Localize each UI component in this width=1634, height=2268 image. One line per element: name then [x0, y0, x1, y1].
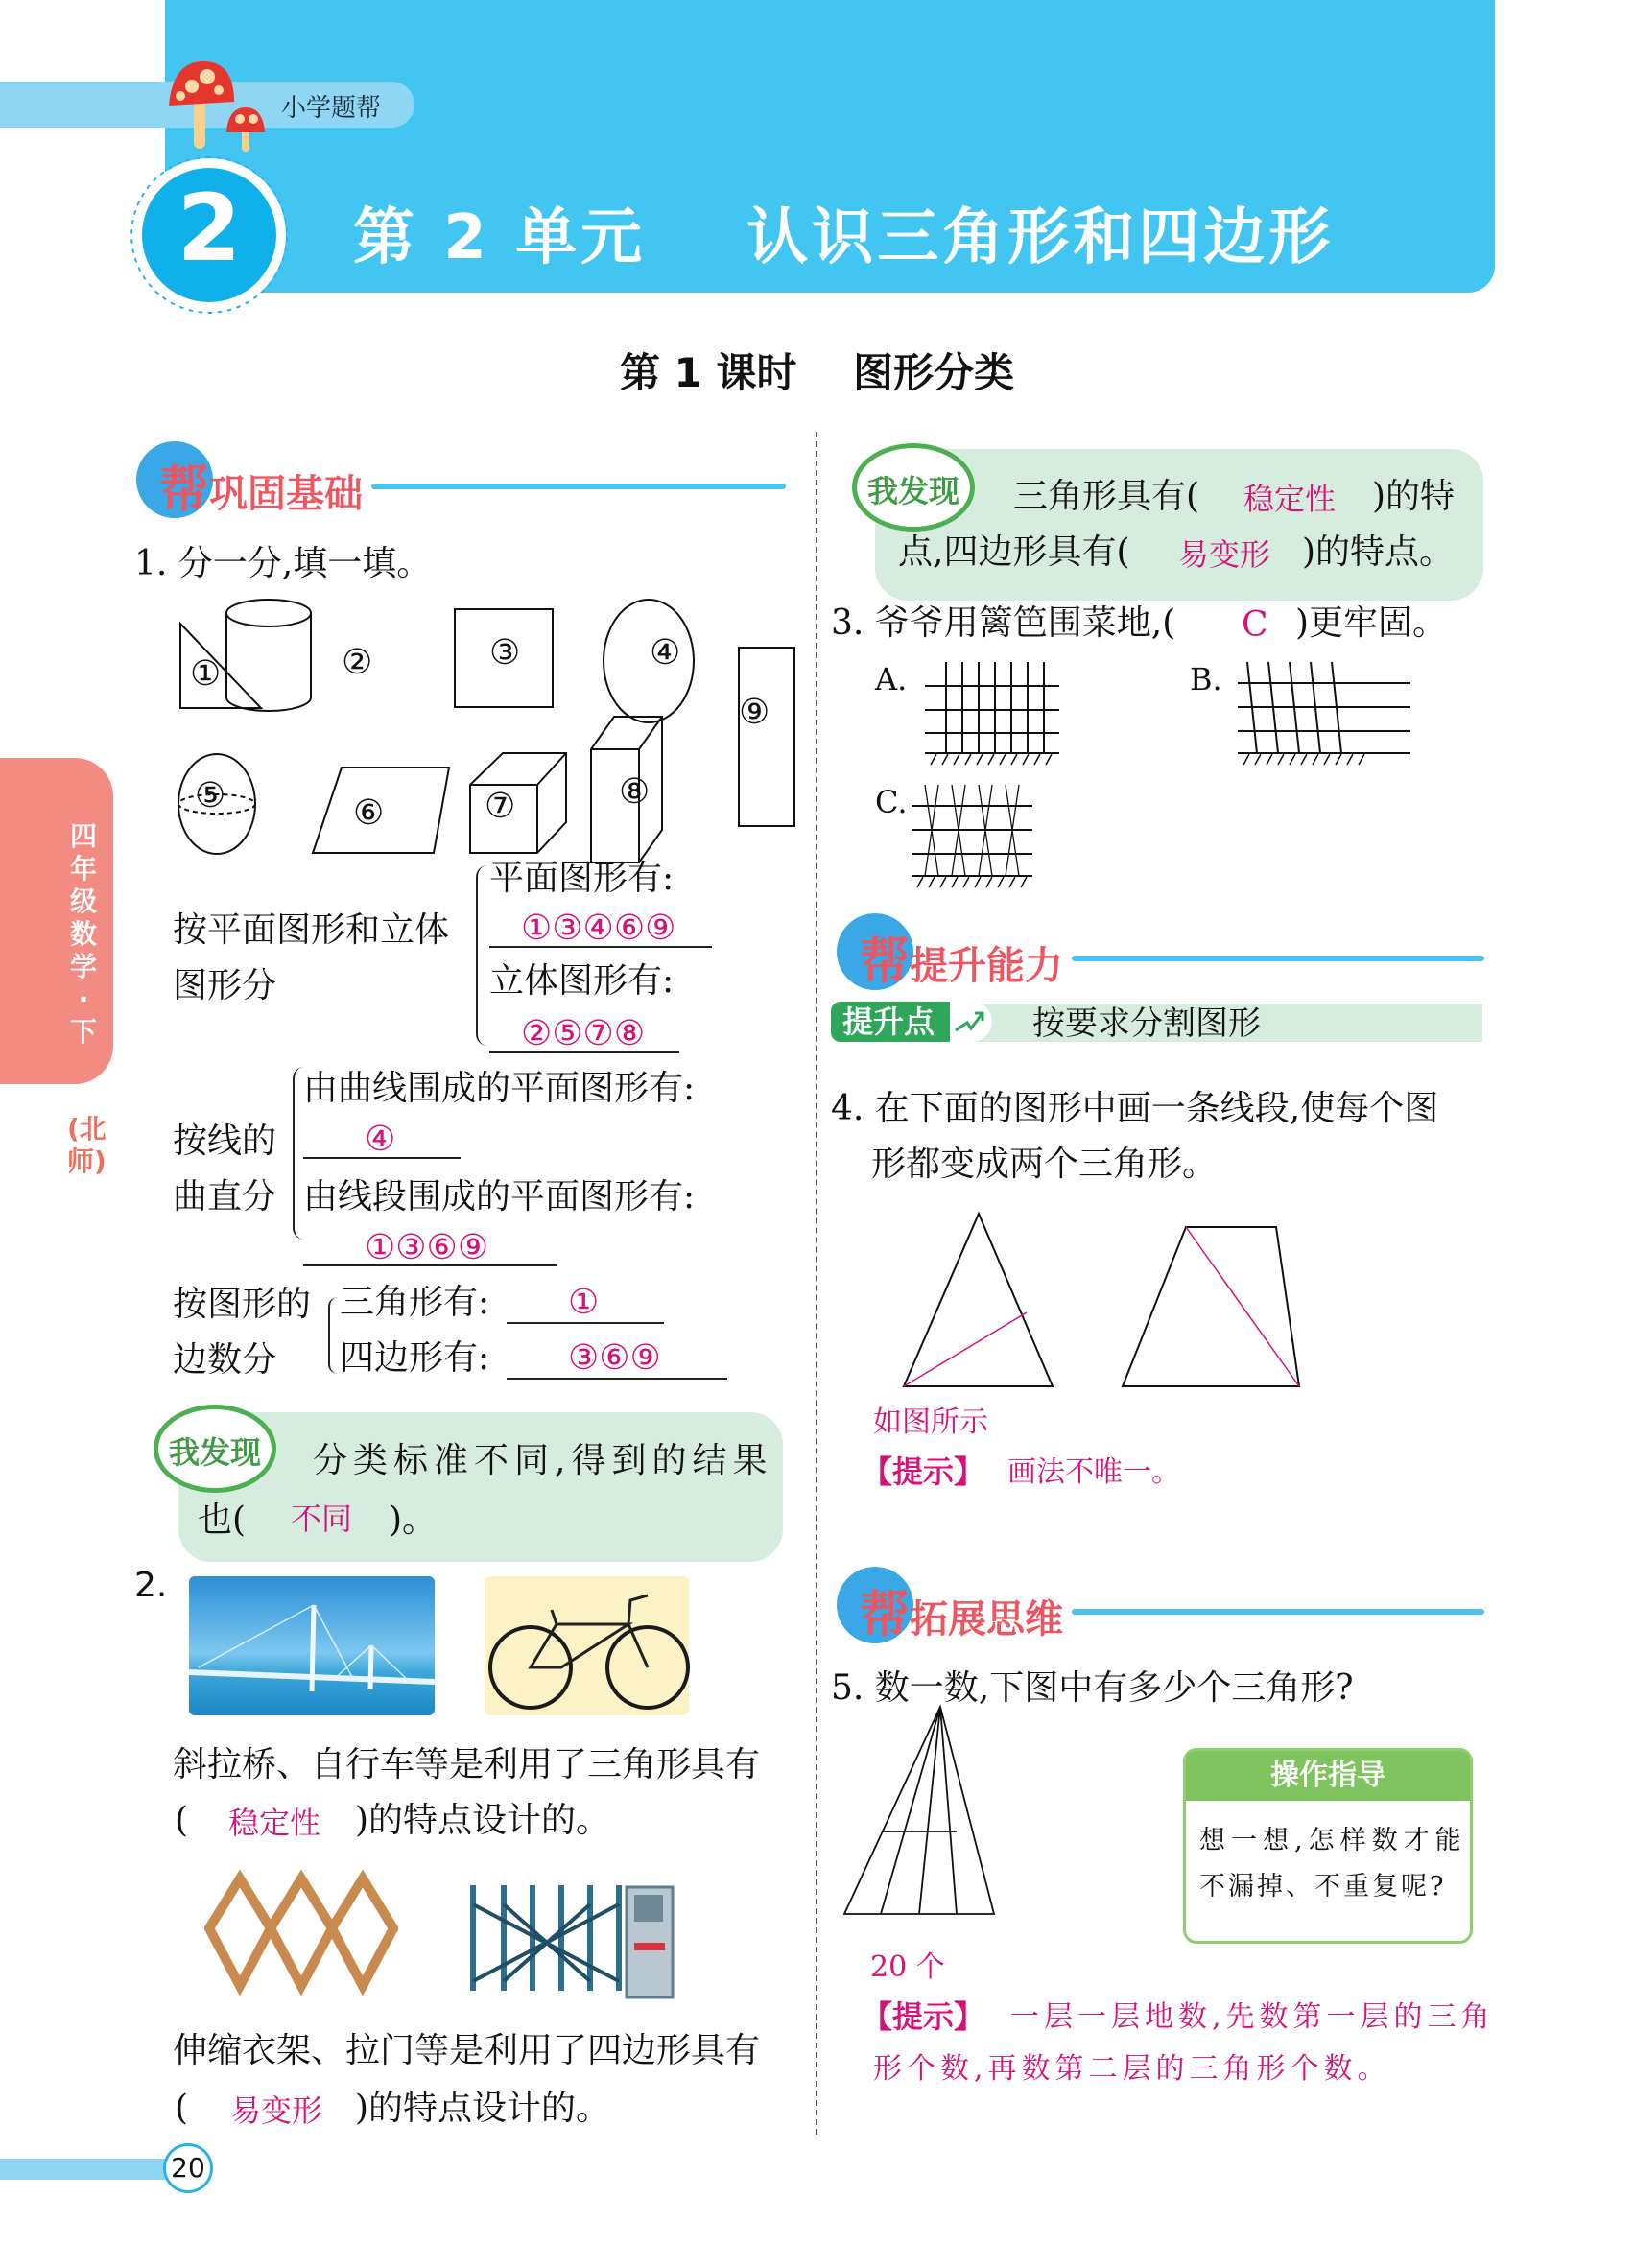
group2-label-line2: 曲直分 — [173, 1177, 277, 1217]
q3-prompt-post: )更牢固。 — [1295, 603, 1448, 643]
section-header-extend — [837, 1559, 1489, 1645]
q2-sentence1-line1: 斜拉桥、自行车等是利用了三角形具有 — [173, 1745, 761, 1784]
discover-2-line1-pre: 三角形具有( — [1013, 477, 1200, 516]
discover-badge-1: 我发现 — [154, 1405, 276, 1493]
discover-2-answer2: 易变形 — [1178, 536, 1271, 573]
q5-tip-line2: 形个数,再数第二层的三角形个数。 — [873, 2052, 1391, 2086]
column-divider — [816, 432, 817, 2135]
shape-label-3: ③ — [489, 633, 521, 673]
shape-label-2: ② — [342, 643, 373, 682]
group2-label-line1: 按线的 — [173, 1122, 277, 1161]
mushroom-icon — [165, 58, 271, 154]
q2-sentence2-answer: 易变形 — [230, 2092, 323, 2129]
q5-triangle-figure — [835, 1703, 1055, 1924]
discover-2-answer1: 稳定性 — [1243, 481, 1337, 517]
improve-point-text: 按要求分割图形 — [1032, 1004, 1261, 1043]
discover-1-line2-post: )。 — [389, 1500, 438, 1540]
group1-brace — [476, 865, 487, 1046]
shape-label-8: ⑧ — [619, 772, 651, 812]
plane-answer: ①③④⑥⑨ — [521, 909, 676, 948]
guide-box — [1183, 1748, 1473, 1944]
curve-answer: ④ — [365, 1120, 396, 1159]
q5-tip-label: 【提示】 — [862, 1998, 985, 2035]
q4-line2: 形都变成两个三角形。 — [871, 1145, 1218, 1184]
page-bar — [0, 2159, 173, 2180]
q3-option-a[interactable]: A. — [875, 661, 908, 697]
shape-label-6: ⑥ — [353, 793, 385, 833]
segment-answer: ①③⑥⑨ — [365, 1228, 489, 1267]
tri-answer: ① — [568, 1283, 600, 1322]
shape-label-9: ⑨ — [739, 693, 770, 732]
guide-title: 操作指导 — [1186, 1751, 1470, 1801]
q1-prompt: 1. 分一分,填一填。 — [134, 544, 432, 583]
shape-label-4: ④ — [650, 633, 681, 673]
solid-label: 立体图形有: — [489, 961, 675, 1001]
q3-prompt-pre: 3. 爷爷用篱笆围菜地,( — [831, 603, 1176, 643]
section-rule — [1072, 1609, 1484, 1615]
q3-answer: C — [1242, 605, 1268, 645]
side-tab-edition: (北师) — [67, 1113, 107, 1177]
side-tab-grade: 四年级数学·下 — [69, 820, 97, 1048]
tri-label: 三角形有: — [340, 1283, 490, 1322]
unit-title: 第 2 单元 认识三角形和四边形 — [353, 202, 1335, 273]
group3-label-line2: 边数分 — [173, 1340, 277, 1380]
section-rule — [1072, 956, 1484, 961]
improve-arrow-icon — [950, 1002, 992, 1042]
q2-sentence1-post: )的特点设计的。 — [355, 1801, 611, 1840]
discover-1-answer: 不同 — [291, 1500, 353, 1537]
discover-2-line1-post: )的特 — [1372, 477, 1456, 516]
q4-tip-label: 【提示】 — [862, 1453, 985, 1490]
brand-label: 小学题帮 — [281, 94, 382, 123]
bridge-image — [189, 1576, 435, 1715]
section-header-basic — [136, 434, 789, 520]
section-rule — [371, 484, 786, 489]
q5-prompt: 5. 数一数,下图中有多少个三角形? — [831, 1668, 1354, 1708]
discover-badge-2: 我发现 — [852, 443, 975, 532]
group3-brace — [328, 1297, 338, 1374]
discover-2-line2-post: )的特点。 — [1302, 532, 1455, 572]
q4-figures — [902, 1204, 1478, 1396]
fence-b — [1238, 662, 1420, 768]
q3-option-b[interactable]: B. — [1190, 661, 1222, 697]
q2-sentence2-post: )的特点设计的。 — [355, 2089, 611, 2128]
plane-label: 平面图形有: — [489, 859, 675, 898]
discover-1-line2-pre: 也( — [198, 1500, 247, 1540]
q2-number: 2. — [134, 1566, 168, 1605]
section-title: 帮拓展思维 — [860, 1587, 1064, 1644]
quad-answer: ③⑥⑨ — [568, 1338, 661, 1378]
q4-tip: 画法不唯一。 — [1007, 1455, 1180, 1489]
q5-tip-line1: 一层一层地数,先数第一层的三角 — [1010, 2000, 1495, 2034]
group3-label-line1: 按图形的 — [173, 1285, 312, 1324]
curve-label: 由曲线围成的平面图形有: — [303, 1069, 696, 1108]
q2-sentence1-open: ( — [175, 1801, 189, 1840]
guide-line1: 想一想,怎样数才能 — [1199, 1826, 1467, 1855]
discover-1-line1: 分类标准不同,得到的结果 — [313, 1441, 773, 1480]
section-header-improve — [837, 906, 1489, 992]
unit-number: 2 — [177, 175, 242, 282]
q5-answer: 20 个 — [870, 1950, 945, 1984]
q4-line1: 4. 在下面的图形中画一条线段,使每个图 — [831, 1089, 1439, 1128]
q4-answer: 如图所示 — [873, 1406, 988, 1439]
section-title: 帮巩固基础 — [159, 461, 364, 519]
folding-rack-image — [201, 1871, 403, 1996]
q2-sentence2-open: ( — [175, 2089, 189, 2128]
guide-line2: 不漏掉、不重复呢? — [1199, 1872, 1447, 1902]
shape-label-5: ⑤ — [195, 776, 226, 815]
page-number: 20 — [163, 2143, 213, 2193]
group1-label-line2: 图形分 — [173, 966, 277, 1005]
improve-point-badge: 提升点 — [831, 1002, 961, 1042]
shape-label-1: ① — [190, 654, 222, 694]
segment-label: 由线段围成的平面图形有: — [303, 1177, 696, 1217]
fence-c — [912, 785, 1084, 890]
group1-label-line1: 按平面图形和立体 — [173, 910, 450, 950]
fence-a — [892, 662, 1103, 768]
q2-sentence1-answer: 稳定性 — [228, 1805, 321, 1841]
lesson-title: 第 1 课时 图形分类 — [620, 349, 1014, 396]
q2-sentence2-line1: 伸缩衣架、拉门等是利用了四边形具有 — [173, 2031, 761, 2070]
q3-option-c[interactable]: C. — [875, 784, 908, 820]
shape-label-7: ⑦ — [485, 787, 516, 826]
discover-2-line2-pre: 点,四边形具有( — [898, 532, 1130, 572]
sliding-gate-image — [465, 1876, 686, 2005]
section-title: 帮提升能力 — [860, 933, 1064, 991]
solid-answer: ②⑤⑦⑧ — [521, 1014, 646, 1053]
quad-label: 四边形有: — [340, 1338, 490, 1378]
bicycle-image — [485, 1576, 689, 1715]
